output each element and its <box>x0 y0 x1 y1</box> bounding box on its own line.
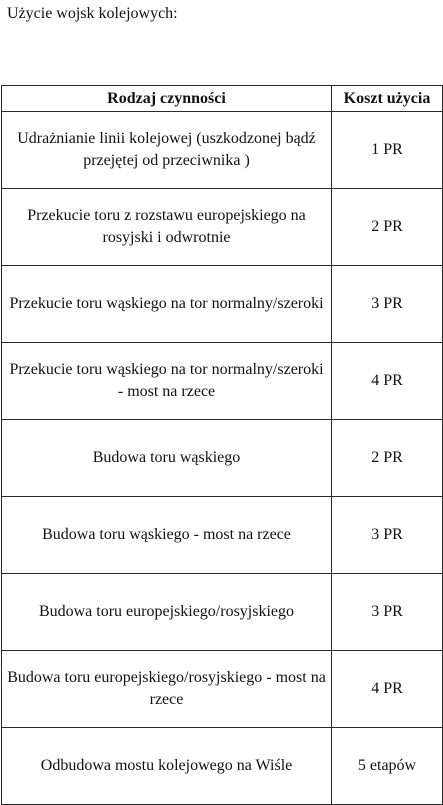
table-row <box>2 574 443 651</box>
table-row <box>2 420 443 497</box>
table-row <box>2 266 443 343</box>
table-row <box>2 189 443 266</box>
cost-cell: 3 PR <box>332 497 443 574</box>
action-cell: Odbudowa mostu kolejowego na Wiśle <box>2 728 332 805</box>
action-cell: Budowa toru europejskiego/rosyjskiego - most na rzece <box>2 651 332 728</box>
cost-cell: 3 PR <box>332 266 443 343</box>
railway-troops-cost-table <box>1 85 443 805</box>
action-cell: Budowa toru europejskiego/rosyjskiego <box>2 574 332 651</box>
cost-cell: 2 PR <box>332 420 443 497</box>
table-row <box>2 112 443 189</box>
header-action-type: Rodzaj czynności <box>2 86 332 112</box>
cost-cell: 4 PR <box>332 651 443 728</box>
cost-cell: 2 PR <box>332 189 443 266</box>
cost-cell: 4 PR <box>332 343 443 420</box>
table-header-row <box>2 86 443 112</box>
action-cell: Przekucie toru wąskiego na tor normalny/szeroki - most na rzece <box>2 343 332 420</box>
action-cell: Udrażnianie linii kolejowej (uszkodzonej bądź przejętej od przeciwnika ) <box>2 112 332 189</box>
cost-cell: 1 PR <box>332 112 443 189</box>
cost-cell: 5 etapów <box>332 728 443 805</box>
action-cell: Przekucie toru z rozstawu europejskiego na rosyjski i odwrotnie <box>2 189 332 266</box>
action-cell: Budowa toru wąskiego - most na rzece <box>2 497 332 574</box>
page-title: Użycie wojsk kolejowych: <box>7 5 178 22</box>
table-row <box>2 497 443 574</box>
action-cell: Przekucie toru wąskiego na tor normalny/szeroki <box>2 266 332 343</box>
header-usage-cost: Koszt użycia <box>332 86 443 112</box>
cost-cell: 3 PR <box>332 574 443 651</box>
action-cell: Budowa toru wąskiego <box>2 420 332 497</box>
table-row <box>2 728 443 805</box>
table-row <box>2 343 443 420</box>
table-row <box>2 651 443 728</box>
